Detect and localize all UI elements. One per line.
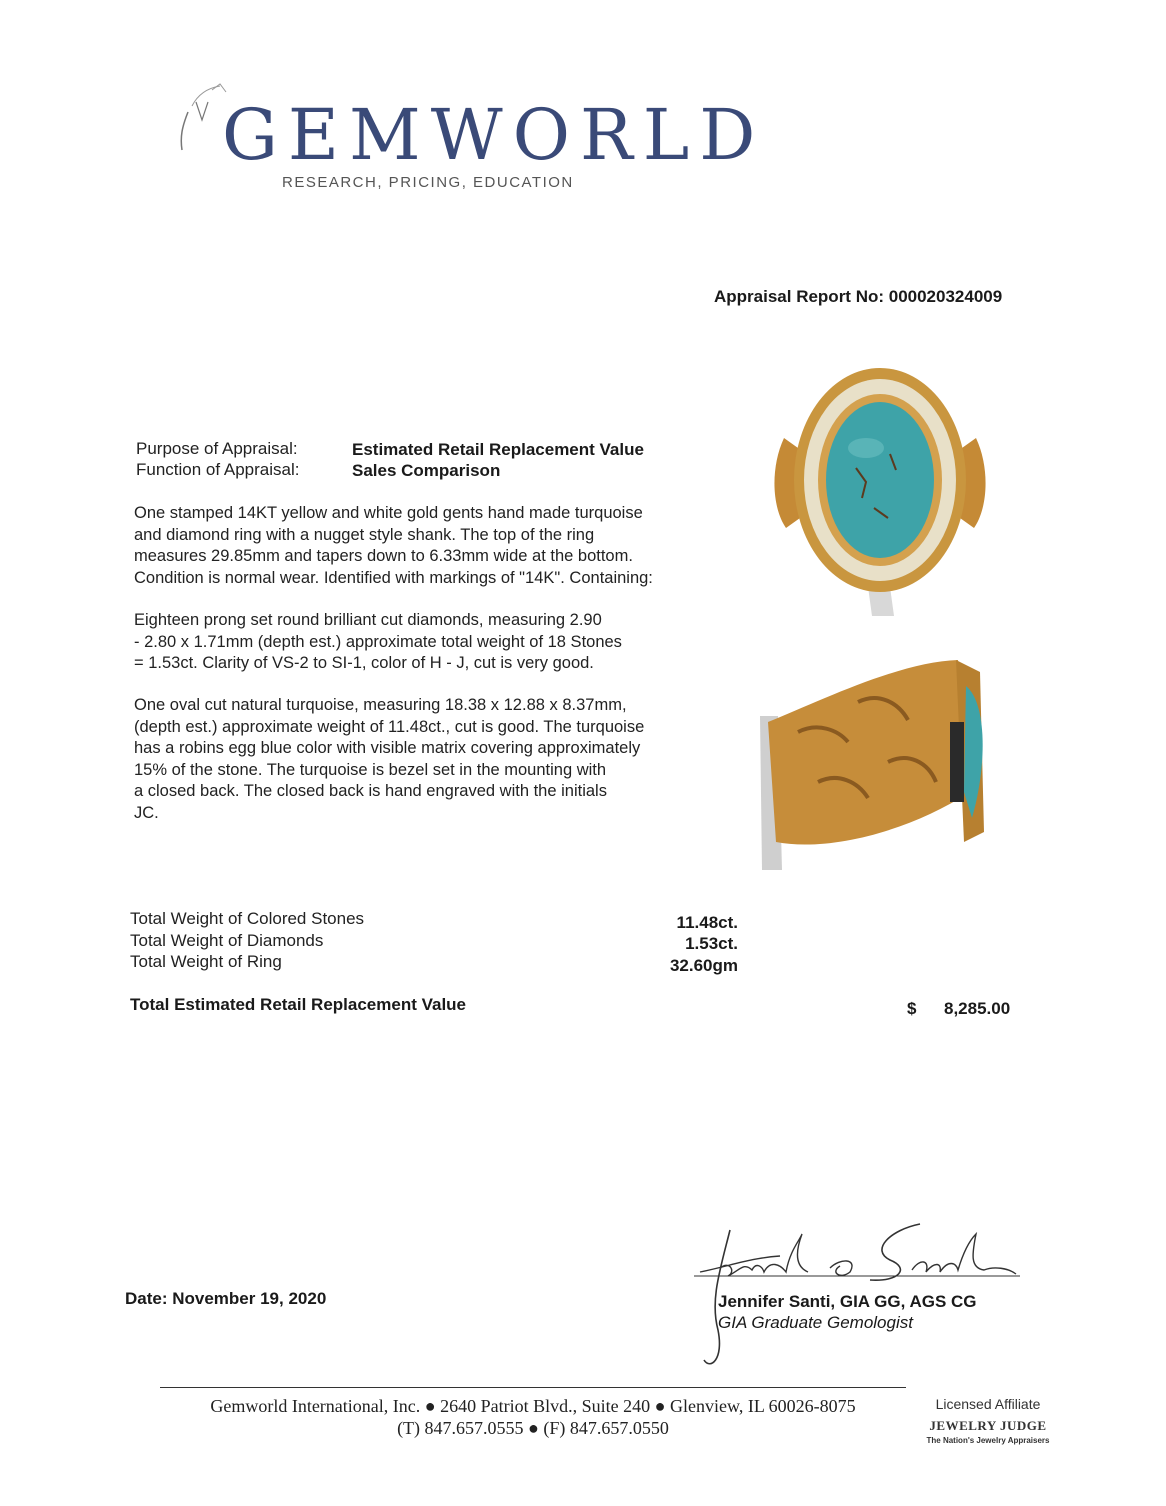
footer-address: Gemworld International, Inc. ● 2640 Patriot Blvd., Suite 240 ● Glenview, IL 60026-8075	[210, 1396, 856, 1416]
appraiser-name: Jennifer Santi, GIA GG, AGS CG	[718, 1292, 977, 1311]
total-colored-stones-label: Total Weight of Colored Stones	[130, 909, 365, 928]
description-turquoise: One oval cut natural turquoise, measuring 18.38 x 12.88 x 8.37mm, (depth est.) approximate weight of 11.48ct., cut is good. The turquoise has a robins egg blue color with visible matrix covering approximately 15% of the stone. The turquoise is bezel set in the mounting with a closed back. The closed back is hand engraved with the initials JC.	[134, 696, 645, 822]
purpose-label: Purpose of Appraisal:	[136, 439, 298, 458]
function-label: Function of Appraisal:	[136, 460, 300, 479]
total-ring-label: Total Weight of Ring	[130, 952, 282, 971]
footer-phone: (T) 847.657.0555 ● (F) 847.657.0550	[397, 1418, 669, 1438]
total-diamonds-value: 1.53ct.	[685, 934, 738, 953]
purpose-value: Estimated Retail Replacement Value	[352, 440, 644, 459]
report-number: Appraisal Report No: 000020324009	[714, 287, 1003, 306]
total-diamonds-label: Total Weight of Diamonds	[130, 931, 324, 950]
total-ring-value: 32.60gm	[669, 956, 738, 975]
description-diamonds: Eighteen prong set round brilliant cut diamonds, measuring 2.90 - 2.80 x 1.71mm (depth est.) approximate total weight of 18 Stones = 1.53ct. Clarity of VS-2 to SI-1, color of H - J, cut is very good.	[134, 611, 622, 672]
affiliate-logo: JEWELRY JUDGE	[929, 1418, 1047, 1433]
footer-divider	[160, 1387, 906, 1388]
total-colored-stones-value: 11.48ct.	[676, 913, 738, 932]
total-value-amount: 8,285.00	[944, 999, 1011, 1018]
appraiser-title: GIA Graduate Gemologist	[718, 1313, 913, 1332]
currency-symbol: $	[907, 999, 917, 1018]
total-value-label: Total Estimated Retail Replacement Value	[130, 995, 467, 1014]
ring-side-photo	[758, 642, 998, 875]
affiliate-label: Licensed Affiliate	[935, 1396, 1041, 1412]
affiliate-tagline: The Nation's Jewelry Appraisers	[926, 1436, 1050, 1445]
company-logo: GEMWORLD	[222, 94, 766, 176]
appraisal-date: Date: November 19, 2020	[125, 1289, 327, 1308]
description-ring: One stamped 14KT yellow and white gold gents hand made turquoise and diamond ring with a nugget style shank. The top of the ring measures 29.85mm and tapers down to 6.33mm wide at the bottom. Condition is normal wear. Identified with markings of "14K". Containing:	[134, 504, 653, 587]
ring-top-photo	[770, 358, 990, 621]
function-value: Sales Comparison	[352, 461, 501, 480]
logo-tagline: RESEARCH, PRICING, EDUCATION	[282, 174, 574, 191]
